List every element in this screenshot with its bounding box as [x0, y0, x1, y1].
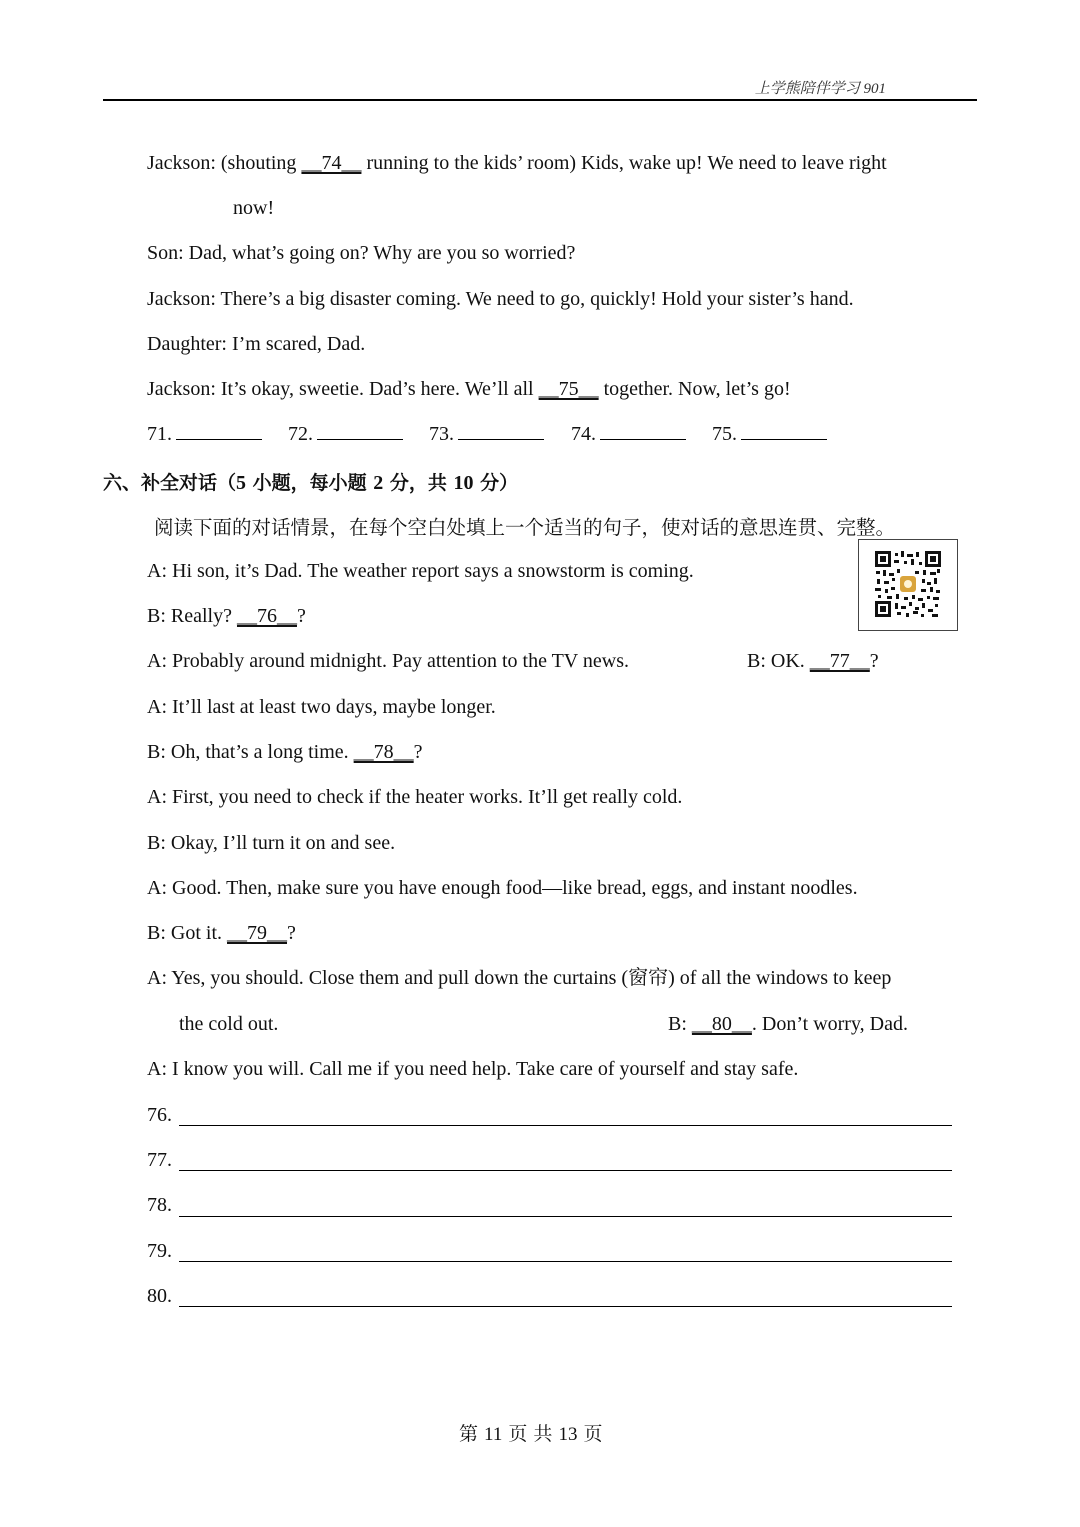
text: B: [668, 1013, 692, 1035]
answer-75[interactable] [712, 420, 827, 448]
dialogue2-line-11: the cold out. [179, 1013, 279, 1035]
blank-79: __79__ [227, 922, 288, 944]
dialogue2-line-9 [147, 919, 296, 947]
answer-label-77: 77. [147, 1149, 172, 1171]
text: Jackson: (shouting [147, 152, 302, 174]
answer-blank[interactable] [176, 421, 262, 440]
answer-72[interactable] [288, 420, 403, 448]
dialogue1-line-2: now! [233, 197, 275, 219]
answer-line-76[interactable] [179, 1125, 952, 1126]
text: ? [287, 922, 296, 944]
dialogue2-line-10: A: Yes, you should. Close them and pull down the curtains (窗帘) of all the windows to keep [147, 967, 892, 989]
answer-label: 74. [571, 423, 596, 445]
footer-text: 第 [459, 1423, 485, 1445]
answer-blank[interactable] [741, 421, 827, 440]
text: B: Really? [147, 605, 237, 627]
answer-blank[interactable] [458, 421, 544, 440]
text: together. Now, let’s go! [598, 378, 791, 400]
text: ? [869, 650, 879, 672]
dialogue2-line-3-right [747, 647, 879, 675]
answer-label: 75. [712, 423, 737, 445]
title-number: 2 [373, 472, 384, 494]
answer-label-78: 78. [147, 1194, 172, 1216]
dialogue2-line-11-right [668, 1010, 908, 1038]
text: B: Oh, that’s a long time. [147, 741, 354, 763]
footer-text: 页 共 [502, 1423, 559, 1445]
section-title [103, 468, 518, 495]
dialogue2-line-1: A: Hi son, it’s Dad. The weather report says a snowstorm is coming. [147, 560, 694, 582]
title-number: 5 [236, 472, 247, 494]
dialogue2-line-2 [147, 602, 306, 630]
dialogue2-line-12: A: I know you will. Call me if you need help. Take care of yourself and stay safe. [147, 1058, 799, 1080]
page-total: 13 [558, 1424, 578, 1445]
answer-label-80: 80. [147, 1285, 172, 1307]
title-text: 分） [473, 472, 519, 494]
dialogue1-line-1 [147, 149, 887, 177]
blank-74: __74__ [301, 152, 362, 174]
text: ? [413, 741, 423, 763]
page-number: 11 [484, 1424, 503, 1445]
text: B: OK. [747, 650, 810, 672]
text: running to the kids’ room) Kids, wake up! We need to leave right [361, 152, 887, 174]
answer-line-79[interactable] [179, 1261, 952, 1262]
answer-73[interactable] [429, 420, 544, 448]
text: ? [296, 605, 306, 627]
title-text: 分，共 [383, 472, 454, 494]
answer-label: 71. [147, 423, 172, 445]
blank-78: __78__ [353, 741, 414, 763]
section-instruction: 阅读下面的对话情景，在每个空白处填上一个适当的句子，使对话的意思连贯、完整。 [154, 516, 896, 539]
answer-71[interactable] [147, 420, 262, 448]
header-rule [103, 99, 977, 101]
answer-line-80[interactable] [179, 1306, 952, 1307]
dialogue2-line-4: A: It’ll last at least two days, maybe longer. [147, 696, 496, 718]
title-text: 六、补全对话（ [103, 472, 237, 494]
qr-code-icon [875, 551, 941, 617]
title-number: 10 [453, 472, 474, 494]
text: Jackson: It’s okay, sweetie. Dad’s here. We’ll all [147, 378, 539, 400]
dialogue1-line-5: Daughter: I’m scared, Dad. [147, 333, 366, 355]
blank-75: __75__ [538, 378, 599, 400]
answer-line-77[interactable] [179, 1170, 952, 1171]
answer-74[interactable] [571, 420, 686, 448]
footer-text: 页 [577, 1423, 603, 1445]
text: B: Got it. [147, 922, 228, 944]
text: . Don’t worry, Dad. [751, 1013, 908, 1035]
answer-blank[interactable] [600, 421, 686, 440]
qr-code [858, 539, 958, 631]
page-footer [459, 1419, 603, 1446]
dialogue1-line-3: Son: Dad, what’s going on? Why are you so worried? [147, 242, 576, 264]
dialogue2-line-7: B: Okay, I’ll turn it on and see. [147, 832, 396, 854]
answer-label: 73. [429, 423, 454, 445]
dialogue1-line-4: Jackson: There’s a big disaster coming. We need to go, quickly! Hold your sister’s hand. [147, 288, 854, 310]
dialogue2-line-5 [147, 738, 423, 766]
answer-line-78[interactable] [179, 1216, 952, 1217]
blank-77: __77__ [809, 650, 870, 672]
answer-label: 72. [288, 423, 313, 445]
dialogue2-line-8: A: Good. Then, make sure you have enough food—like bread, eggs, and instant noodles. [147, 877, 858, 899]
dialogue1-line-6 [147, 375, 791, 403]
header-text: 上学熊陪伴学习 901 [754, 81, 886, 97]
dialogue2-line-6: A: First, you need to check if the heater works. It’ll get really cold. [147, 786, 683, 808]
answer-label-76: 76. [147, 1104, 172, 1126]
blank-76: __76__ [236, 605, 297, 627]
blank-80: __80__ [691, 1013, 752, 1035]
title-text: 小题，每小题 [246, 472, 374, 494]
answer-label-79: 79. [147, 1240, 172, 1262]
dialogue2-line-3: A: Probably around midnight. Pay attention to the TV news. [147, 650, 629, 672]
answer-blank[interactable] [317, 421, 403, 440]
